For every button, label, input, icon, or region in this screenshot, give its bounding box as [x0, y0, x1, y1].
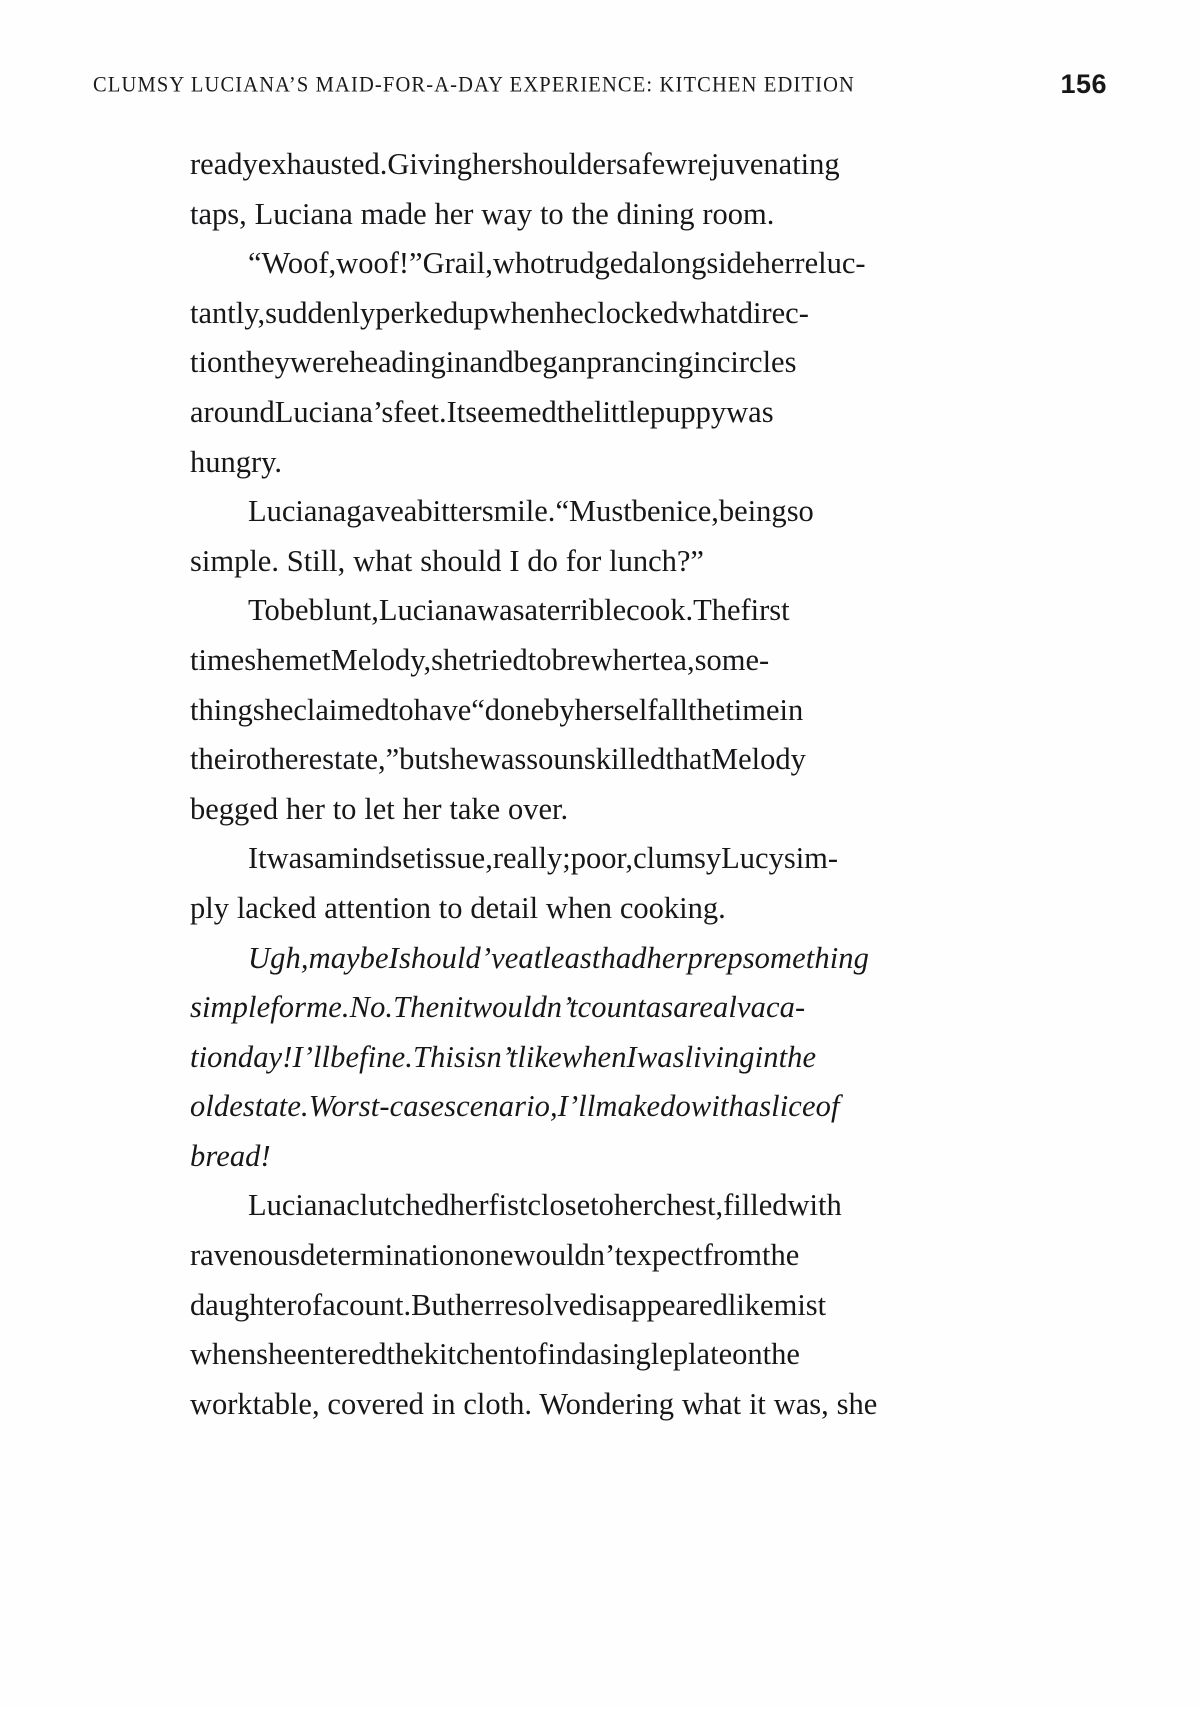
word: she [244, 642, 285, 677]
word: ready [190, 147, 258, 181]
text-line [190, 289, 968, 339]
text-line [190, 785, 968, 835]
word: count [577, 990, 646, 1025]
word: around [190, 394, 275, 429]
word: issue, [424, 841, 493, 876]
word: Ugh, [248, 940, 309, 975]
word: her [455, 1287, 495, 1322]
text-line [190, 1330, 968, 1380]
word: on [732, 1337, 763, 1372]
word: was [636, 1039, 685, 1074]
word: who [492, 246, 546, 281]
word: count. [335, 1287, 412, 1322]
word: claimed [293, 692, 390, 727]
word: she [256, 1337, 297, 1372]
word: in [445, 345, 470, 380]
word: I [388, 940, 399, 975]
word: time [190, 642, 245, 677]
word: when [545, 890, 620, 925]
word: like [517, 1039, 562, 1074]
word: to [389, 692, 414, 727]
word: single [599, 1337, 673, 1372]
word: puppy [649, 394, 727, 429]
word: her [434, 196, 482, 231]
word: Worst-case [308, 1089, 445, 1124]
paragraph [190, 934, 968, 1182]
word: tea, [651, 642, 695, 677]
word: isn’t [465, 1039, 518, 1074]
word: prep [687, 940, 743, 975]
word: Luciana [248, 494, 347, 529]
word: her [612, 642, 652, 677]
word: unskilled [553, 742, 666, 777]
word: their [190, 742, 246, 777]
word: her [646, 940, 688, 975]
word: suddenly [265, 295, 376, 330]
word: circles [716, 345, 797, 380]
word: fist [488, 1188, 528, 1223]
word: attention [324, 890, 439, 925]
word: other [245, 742, 309, 777]
text-line [190, 338, 968, 388]
word: a [322, 1287, 336, 1322]
word: was [726, 394, 774, 429]
word: to [539, 196, 572, 231]
word: they [237, 345, 290, 380]
word: Melody, [330, 642, 432, 677]
word: as [645, 990, 674, 1025]
word: the [556, 394, 594, 429]
word: “done [471, 692, 545, 727]
word: least [542, 940, 601, 975]
word: terrible [538, 593, 627, 628]
paragraph [190, 586, 968, 834]
word: filled [723, 1188, 788, 1223]
word: was [477, 593, 525, 628]
word: expect [623, 1238, 703, 1273]
word: exhausted. [257, 147, 388, 181]
word: her [285, 791, 333, 826]
word: real [688, 990, 737, 1025]
word: her [449, 1188, 489, 1223]
word: covered [327, 1386, 432, 1421]
word: resolve [494, 1287, 583, 1322]
word: kitchen [423, 1337, 514, 1372]
text-line [190, 983, 968, 1033]
word: she [252, 692, 294, 727]
word: the [688, 692, 726, 727]
word: tantly, [190, 295, 266, 330]
running-head [93, 68, 1107, 102]
word: had [600, 940, 647, 975]
text-line [190, 1181, 968, 1231]
word: met [284, 642, 331, 677]
word: clumsy [633, 841, 722, 876]
word: It [446, 394, 466, 429]
word: smile. [481, 494, 556, 529]
word: I’ll [557, 1089, 596, 1124]
word: make [595, 1089, 661, 1124]
word: her [472, 147, 512, 181]
word: a [586, 1337, 600, 1372]
word: clocked [583, 295, 679, 330]
word: Melody [710, 742, 806, 777]
paragraph [190, 487, 968, 586]
word: No. [349, 990, 394, 1025]
word: Lucy [721, 841, 784, 876]
word: seemed [465, 394, 557, 429]
word: up [458, 295, 489, 330]
word: her [402, 791, 450, 826]
word: the [762, 1337, 800, 1372]
word: worktable, [190, 1386, 328, 1421]
word: disappeared [582, 1287, 728, 1322]
word: something [742, 940, 869, 975]
word: “Woof, [248, 246, 337, 281]
word: some- [694, 642, 770, 677]
word: take [449, 791, 508, 826]
word: clutched [346, 1188, 450, 1223]
word: ravenous [190, 1238, 301, 1273]
word: do [660, 1089, 691, 1124]
word: heading [349, 345, 446, 380]
word: cooking. [619, 890, 726, 925]
word: entered [296, 1337, 387, 1372]
text-line [190, 239, 968, 289]
word: mindset [327, 841, 425, 876]
word: time [725, 692, 780, 727]
word: her [755, 246, 795, 281]
word: were [289, 345, 350, 380]
text-line [190, 388, 968, 438]
word: Still, [286, 543, 354, 578]
word: But [411, 1287, 456, 1322]
word: to [513, 1337, 538, 1372]
text-line [190, 735, 968, 785]
word: Wondering [539, 1386, 682, 1421]
word: so [786, 494, 814, 529]
word: lunch?” [609, 543, 704, 578]
word: that [665, 742, 711, 777]
word: for [565, 543, 610, 578]
word: really; [492, 841, 571, 876]
text-line [190, 834, 968, 884]
word: a [743, 1089, 760, 1124]
word: when [190, 1337, 257, 1372]
word: shoulders [511, 147, 628, 181]
word: Luciana [248, 1188, 347, 1223]
word: rejuvenating [687, 147, 840, 181]
word: I [509, 543, 528, 578]
word: determination [300, 1238, 470, 1273]
text-line [190, 190, 968, 240]
word: let [364, 791, 403, 826]
word: be [279, 593, 309, 628]
word: chest, [652, 1188, 724, 1223]
paragraph [190, 140, 968, 239]
word: be [330, 1039, 360, 1074]
word: detail [470, 890, 546, 925]
word: he [554, 295, 584, 330]
word: one [469, 1238, 514, 1273]
word: maybe [308, 940, 389, 975]
text-line [190, 1231, 968, 1281]
word: feet. [393, 394, 447, 429]
word: a [627, 147, 642, 181]
word: I [626, 1039, 637, 1074]
word: in [431, 1386, 464, 1421]
word: estate,” [308, 742, 400, 777]
word: begged [190, 791, 286, 826]
word: in [693, 345, 717, 380]
word: a [524, 593, 539, 628]
word: tion [190, 345, 238, 380]
word: first [740, 593, 790, 628]
word: was [478, 742, 527, 777]
paragraph [190, 239, 968, 487]
text-line [190, 636, 968, 686]
paragraph [190, 834, 968, 933]
word: room. [702, 196, 775, 231]
word: way [481, 196, 540, 231]
text-line [190, 1380, 968, 1430]
word: The [693, 593, 741, 628]
text-line [190, 537, 968, 587]
word: Giving [387, 147, 473, 181]
word: brew [551, 642, 613, 677]
word: so [526, 742, 554, 777]
word: her [613, 1188, 653, 1223]
word: vaca- [736, 990, 806, 1025]
word: the [386, 1337, 424, 1372]
word: what [681, 1386, 749, 1421]
word: made [360, 196, 435, 231]
word: bread! [190, 1138, 271, 1173]
word: was, [773, 1386, 837, 1421]
word: taps, [190, 196, 255, 231]
text-line [190, 586, 968, 636]
word: Luciana [378, 593, 478, 628]
word: to [438, 890, 471, 925]
word: trudged [545, 246, 639, 281]
text-line [190, 884, 968, 934]
word: from [702, 1238, 763, 1273]
word: estate. [229, 1089, 309, 1124]
word: ply [190, 890, 237, 925]
word: hungry. [190, 444, 283, 479]
text-line [190, 686, 968, 736]
text-line [190, 438, 968, 488]
word: few [641, 147, 688, 181]
word: fine. [359, 1039, 414, 1074]
word: sim- [783, 841, 839, 876]
word: was [266, 841, 315, 876]
word: have [413, 692, 472, 727]
word: she [431, 642, 472, 677]
word: of [815, 1089, 840, 1124]
word: lacked [236, 890, 325, 925]
word: in [779, 692, 804, 727]
word: Luciana’s [274, 394, 394, 429]
word: gave [346, 494, 404, 529]
word: slice [759, 1089, 816, 1124]
word: of [296, 1287, 323, 1322]
word: like [727, 1287, 774, 1322]
word: the [778, 1039, 817, 1074]
word: it [748, 1386, 774, 1421]
word: me. [306, 990, 350, 1025]
word: find [537, 1337, 587, 1372]
word: but [399, 742, 439, 777]
word: thing [190, 692, 253, 727]
word: It [248, 841, 267, 876]
word: I’ll [292, 1039, 331, 1074]
word: when [561, 1039, 627, 1074]
word: dining [616, 196, 703, 231]
word: perked [375, 295, 459, 330]
word: what [678, 295, 738, 330]
word: it [454, 990, 472, 1025]
word: To [248, 593, 280, 628]
page-number: 156 [1060, 69, 1107, 99]
word: the [571, 196, 617, 231]
word: wouldn’t [513, 1238, 624, 1273]
word: herself [574, 692, 658, 727]
word: simple [190, 990, 271, 1025]
running-head-title: CLUMSY LUCIANA’S MAID-FOR-A-DAY EXPERIENCE: KITCHEN EDITION [93, 73, 855, 97]
word: little [593, 394, 650, 429]
word: This [413, 1039, 466, 1074]
word: when [488, 295, 555, 330]
word: be [631, 494, 661, 529]
word: in [754, 1039, 779, 1074]
word: reluc- [794, 246, 866, 281]
word: alongside [638, 246, 756, 281]
word: cook. [626, 593, 694, 628]
word: at [518, 940, 543, 975]
word: she [438, 742, 479, 777]
word: a [403, 494, 418, 529]
text-line [190, 1033, 968, 1083]
word: old [190, 1089, 230, 1124]
word: over. [507, 791, 569, 826]
word: wouldn’t [471, 990, 578, 1025]
word: should’ve [398, 940, 519, 975]
word: daughter [190, 1287, 297, 1322]
word: plate [672, 1337, 733, 1372]
word: with [787, 1188, 842, 1223]
word: by [544, 692, 575, 727]
word: blunt, [308, 593, 379, 628]
text-line [190, 487, 968, 537]
word: should [420, 543, 510, 578]
word: “Must [555, 494, 632, 529]
word: prancing [586, 345, 694, 380]
word: poor, [570, 841, 634, 876]
word: living [684, 1039, 755, 1074]
word: direc- [737, 295, 809, 330]
word: what [353, 543, 421, 578]
word: tried [471, 642, 528, 677]
word: nice, [660, 494, 719, 529]
word: Grail, [422, 246, 493, 281]
word: scenario, [444, 1089, 558, 1124]
text-line [190, 1082, 968, 1132]
word: do [527, 543, 566, 578]
word: a [673, 990, 689, 1025]
text-line [190, 140, 968, 190]
word: cloth. [463, 1386, 540, 1421]
word: close [527, 1188, 591, 1223]
word: Then [393, 990, 455, 1025]
word: Luciana [254, 196, 361, 231]
word: simple. [190, 543, 287, 578]
word: she [836, 1386, 878, 1421]
word: mist [773, 1287, 827, 1322]
word: woof!” [336, 246, 423, 281]
word: tion [190, 1039, 238, 1074]
word: a [314, 841, 328, 876]
word: with [690, 1089, 744, 1124]
word: all [657, 692, 689, 727]
word: for [270, 990, 307, 1025]
body-text-block [190, 140, 968, 1429]
text-line [190, 1132, 968, 1182]
word: to [590, 1188, 614, 1223]
word: the [762, 1238, 800, 1273]
word: to [527, 642, 552, 677]
text-line [190, 934, 968, 984]
word: bitter [417, 494, 482, 529]
word: being [718, 494, 787, 529]
word: day! [237, 1039, 293, 1074]
text-line [190, 1281, 968, 1331]
word: and [469, 345, 514, 380]
word: to [332, 791, 365, 826]
paragraph [190, 1181, 968, 1429]
word: began [513, 345, 587, 380]
